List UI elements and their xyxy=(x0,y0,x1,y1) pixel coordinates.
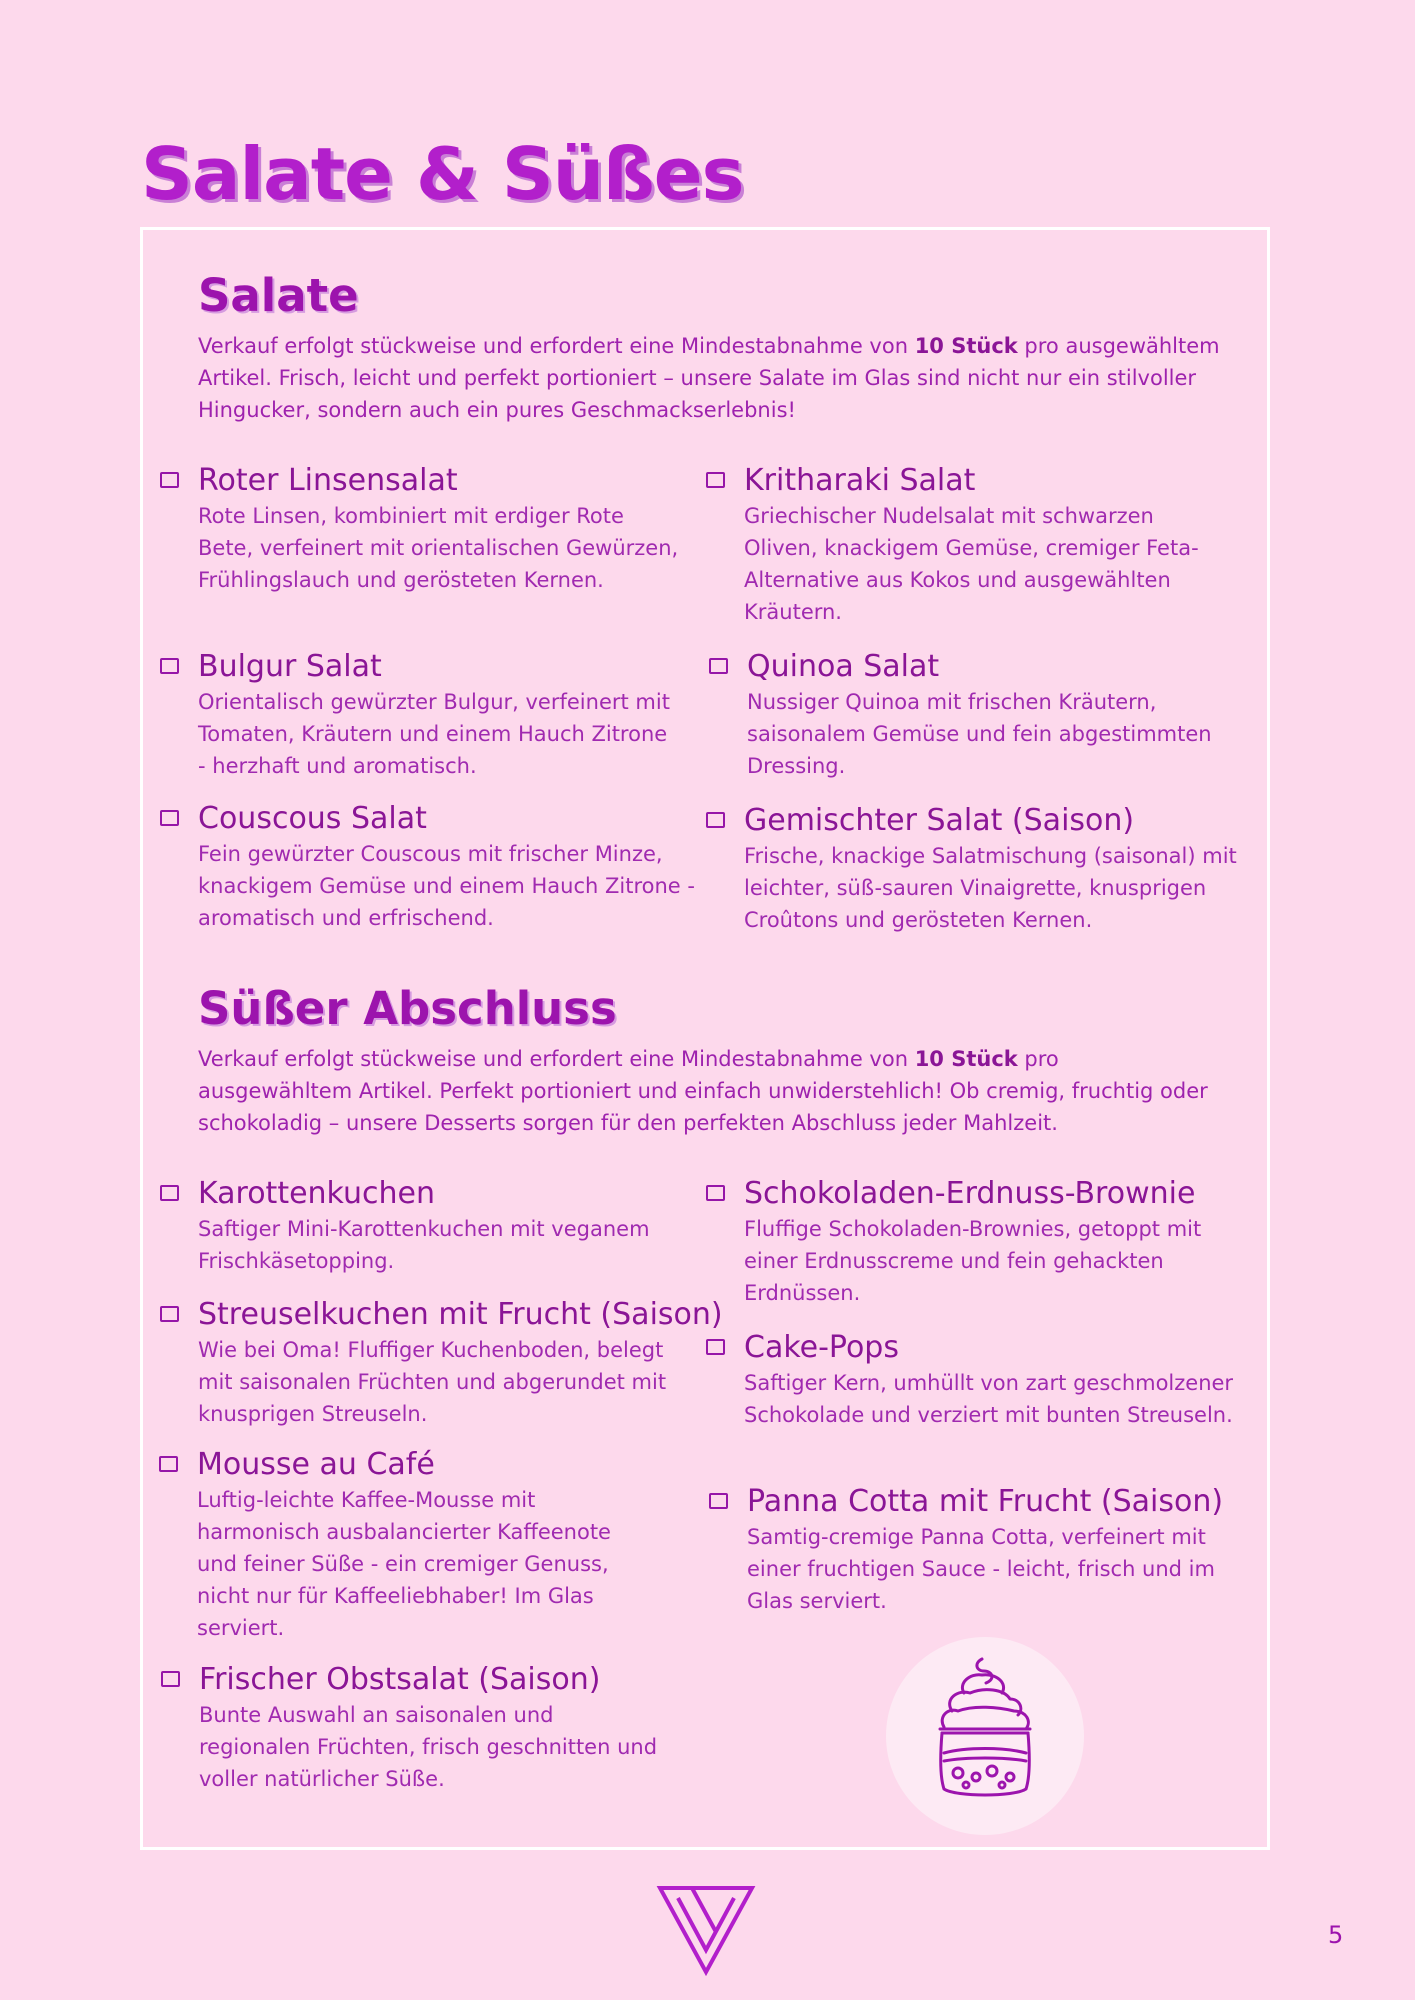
salads-section-title: Salate xyxy=(198,269,359,322)
checkbox-icon[interactable] xyxy=(706,1339,725,1355)
desserts-section-title: Süßer Abschluss xyxy=(198,982,617,1035)
menu-item-frischer-obstsalat[interactable] xyxy=(161,1661,661,1795)
menu-item-karottenkuchen[interactable] xyxy=(160,1175,680,1277)
item-description: Bunte Auswahl an saisonalen und regionalen Früchten, frisch geschnitten und voller natürlicher Süße. xyxy=(199,1703,658,1791)
item-description: Saftiger Mini-Karottenkuchen mit veganem Frischkäsetopping. xyxy=(198,1217,650,1273)
item-title: Roter Linsensalat xyxy=(198,463,458,498)
item-description: Orientalisch gewürzter Bulgur, verfeinert mit Tomaten, Kräutern und einem Hauch Zitrone - herzhaft und aromatisch. xyxy=(198,690,670,778)
checkbox-icon[interactable] xyxy=(160,1306,179,1322)
v-logo-icon xyxy=(656,1884,756,1976)
menu-item-panna-cotta[interactable] xyxy=(709,1483,1229,1617)
item-title: Cake-Pops xyxy=(744,1330,899,1365)
item-title: Karottenkuchen xyxy=(198,1176,435,1211)
menu-item-bulgur-salat[interactable] xyxy=(160,648,680,782)
checkbox-icon[interactable] xyxy=(709,1493,728,1509)
item-description: Luftig-leichte Kaffee-Mousse mit harmonisch ausbalancierter Kaffeenote und feiner Süße - ein cremiger Genuss, nicht nur für Kaffeeliebhaber! Im Glas serviert. xyxy=(197,1488,611,1640)
checkbox-icon[interactable] xyxy=(709,658,728,674)
checkbox-icon[interactable] xyxy=(160,1185,179,1201)
item-description: Nussiger Quinoa mit frischen Kräutern, saisonalem Gemüse und fein abgestimmten Dressing. xyxy=(747,690,1212,778)
item-description: Saftiger Kern, umhüllt von zart geschmolzener Schokolade und verziert mit bunten Streuseln. xyxy=(744,1371,1234,1427)
salads-intro: Verkauf erfolgt stückweise und erfordert eine Mindestabnahme von 10 Stück pro ausgewähltem Artikel. Frisch, leicht und perfekt portioniert – unsere Salate im Glas sind nicht nur ein stilvoller Hingucker, sondern auch ein pures Geschmackserlebnis! xyxy=(198,334,1220,422)
minimum-quantity: 10 Stück xyxy=(914,334,1018,358)
item-title: Quinoa Salat xyxy=(747,649,940,684)
item-description: Rote Linsen, kombiniert mit erdiger Rote Bete, verfeinert mit orientalischen Gewürzen, Frühlingslauch und gerösteten Kernen. xyxy=(198,504,679,592)
item-title: Kritharaki Salat xyxy=(744,463,976,498)
item-title: Frischer Obstsalat (Saison) xyxy=(199,1662,601,1697)
item-description: Fein gewürzter Couscous mit frischer Minze, knackigem Gemüse und einem Hauch Zitrone - aromatisch und erfrischend. xyxy=(198,842,695,930)
checkbox-icon[interactable] xyxy=(160,810,179,826)
menu-item-mousse-au-cafe[interactable] xyxy=(159,1446,629,1644)
menu-item-quinoa-salat[interactable] xyxy=(709,648,1229,782)
checkbox-icon[interactable] xyxy=(706,1185,725,1201)
item-description: Frische, knackige Salatmischung (saisonal) mit leichter, süß-sauren Vinaigrette, knusprigen Croûtons und gerösteten Kernen. xyxy=(744,844,1237,932)
item-title: Mousse au Café xyxy=(197,1447,435,1482)
desserts-intro: Verkauf erfolgt stückweise und erfordert eine Mindestabnahme von 10 Stück pro ausgewähltem Artikel. Perfekt portioniert und einfach unwiderstehlich! Ob cremig, fruchtig oder schokoladig – unsere Desserts sorgen für den perfekten Abschluss jeder Mahlzeit. xyxy=(198,1047,1208,1135)
menu-item-kritharaki-salat[interactable] xyxy=(706,462,1226,628)
menu-item-roter-linsensalat[interactable] xyxy=(160,462,680,596)
minimum-quantity: 10 Stück xyxy=(914,1047,1018,1071)
item-title: Couscous Salat xyxy=(198,801,427,836)
checkbox-icon[interactable] xyxy=(706,812,725,828)
checkbox-icon[interactable] xyxy=(160,658,179,674)
item-description: Samtig-cremige Panna Cotta, verfeinert mit einer fruchtigen Sauce - leicht, frisch und im Glas serviert. xyxy=(747,1525,1215,1613)
checkbox-icon[interactable] xyxy=(706,472,725,488)
item-title: Bulgur Salat xyxy=(198,649,382,684)
page-title: Salate & Süßes xyxy=(141,132,744,216)
page-number: 5 xyxy=(1328,1921,1344,1949)
checkbox-icon[interactable] xyxy=(161,1671,180,1687)
item-title: Panna Cotta mit Frucht (Saison) xyxy=(747,1484,1224,1519)
item-description: Wie bei Oma! Fluffiger Kuchenboden, belegt mit saisonalen Früchten und abgerundet mit knusprigen Streuseln. xyxy=(198,1338,667,1426)
item-title: Schokoladen-Erdnuss-Brownie xyxy=(744,1176,1196,1211)
item-title: Gemischter Salat (Saison) xyxy=(744,803,1135,838)
item-description: Fluffige Schokoladen-Brownies, getoppt mit einer Erdnusscreme und fein gehackten Erdnüssen. xyxy=(744,1217,1202,1305)
dessert-glass-icon xyxy=(886,1637,1084,1835)
item-title: Streuselkuchen mit Frucht (Saison) xyxy=(198,1297,723,1332)
checkbox-icon[interactable] xyxy=(159,1456,178,1472)
menu-item-gemischter-salat[interactable] xyxy=(706,802,1246,936)
menu-item-schokoladen-erdnuss-brownie[interactable] xyxy=(706,1175,1226,1309)
item-description: Griechischer Nudelsalat mit schwarzen Oliven, knackigem Gemüse, cremiger Feta-Alternative aus Kokos und ausgewählten Kräutern. xyxy=(744,504,1199,624)
menu-item-cake-pops[interactable] xyxy=(706,1329,1246,1431)
menu-item-couscous-salat[interactable] xyxy=(160,800,700,934)
checkbox-icon[interactable] xyxy=(160,472,179,488)
menu-item-streuselkuchen[interactable] xyxy=(160,1296,723,1430)
